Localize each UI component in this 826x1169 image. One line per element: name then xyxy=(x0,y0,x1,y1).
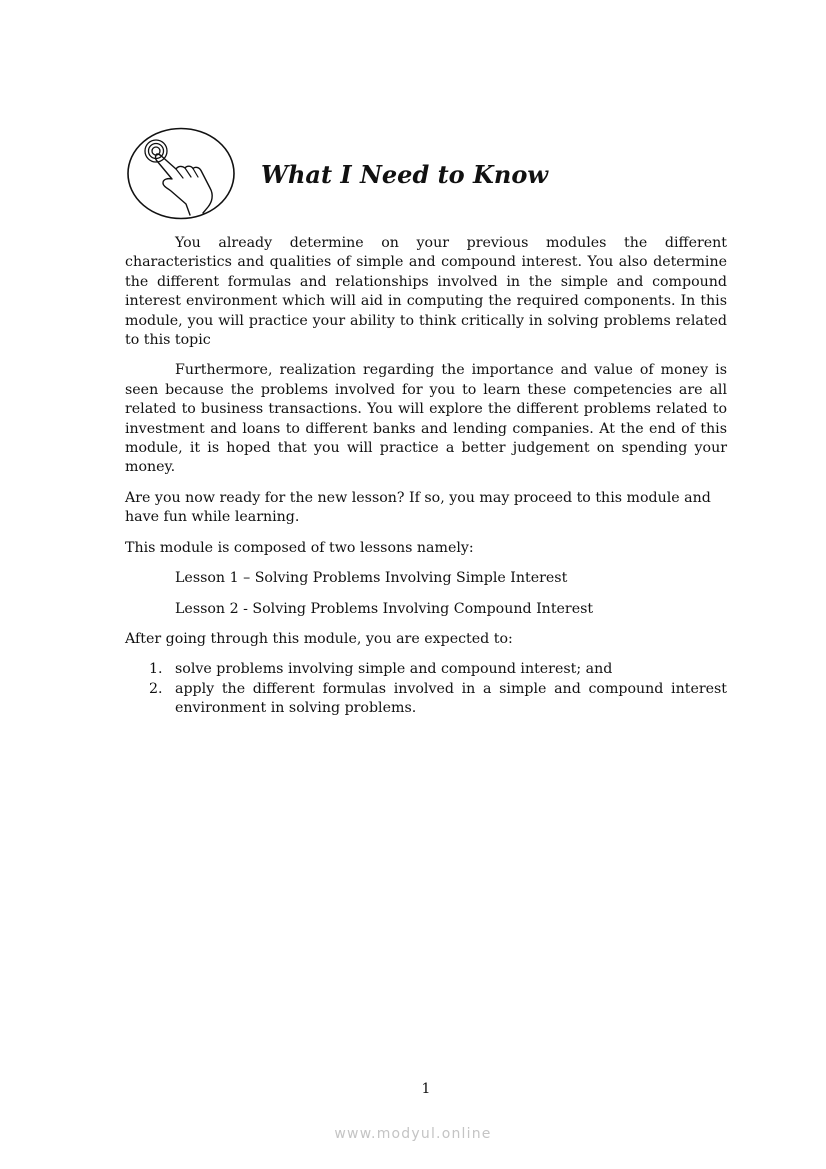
watermark: www.modyul.online xyxy=(334,1126,492,1142)
ready-paragraph: Are you now ready for the new lesson? If so, you may proceed to this module and have fun while learning. xyxy=(125,489,711,526)
importance-paragraph: Furthermore, realization regarding the importance and value of money is seen because the problems involved for you to learn these competencies are all related to business transactions. You will explore the different problems related to investment and loans to different banks and lending companies. At the end of this module, it is hoped that you will practice a better judgement on spending your money. xyxy=(125,362,727,476)
page-number: 1 xyxy=(421,1081,431,1097)
module-body xyxy=(125,234,727,719)
objective-text: apply the different formulas involved in a simple and compound interest environment in solving problems. xyxy=(175,680,727,717)
lesson-item: Lesson 1 – Solving Problems Involving Simple Interest xyxy=(175,570,568,587)
intro-paragraph: You already determine on your previous modules the different characteristics and qualities of simple and compound interest. You also determine the different formulas and relationships involved in the simple and compound interest environment which will aid in computing the required components. In this module, you will practice your ability to think critically in solving problems related to this topic xyxy=(125,235,727,349)
section-title: What I Need to Know xyxy=(261,160,549,189)
objective-item xyxy=(125,680,727,719)
objective-number: 2. xyxy=(149,680,163,697)
objective-item xyxy=(125,660,727,679)
objectives-list xyxy=(125,660,727,718)
expectations-intro: After going through this module, you are expected to: xyxy=(125,630,513,647)
objective-number: 1. xyxy=(149,661,163,678)
lesson-item: Lesson 2 - Solving Problems Involving Compound Interest xyxy=(175,600,594,617)
objective-text: solve problems involving simple and compound interest; and xyxy=(175,661,613,678)
pointing-hand-icon xyxy=(126,127,236,220)
composition-text: This module is composed of two lessons namely: xyxy=(125,539,474,556)
